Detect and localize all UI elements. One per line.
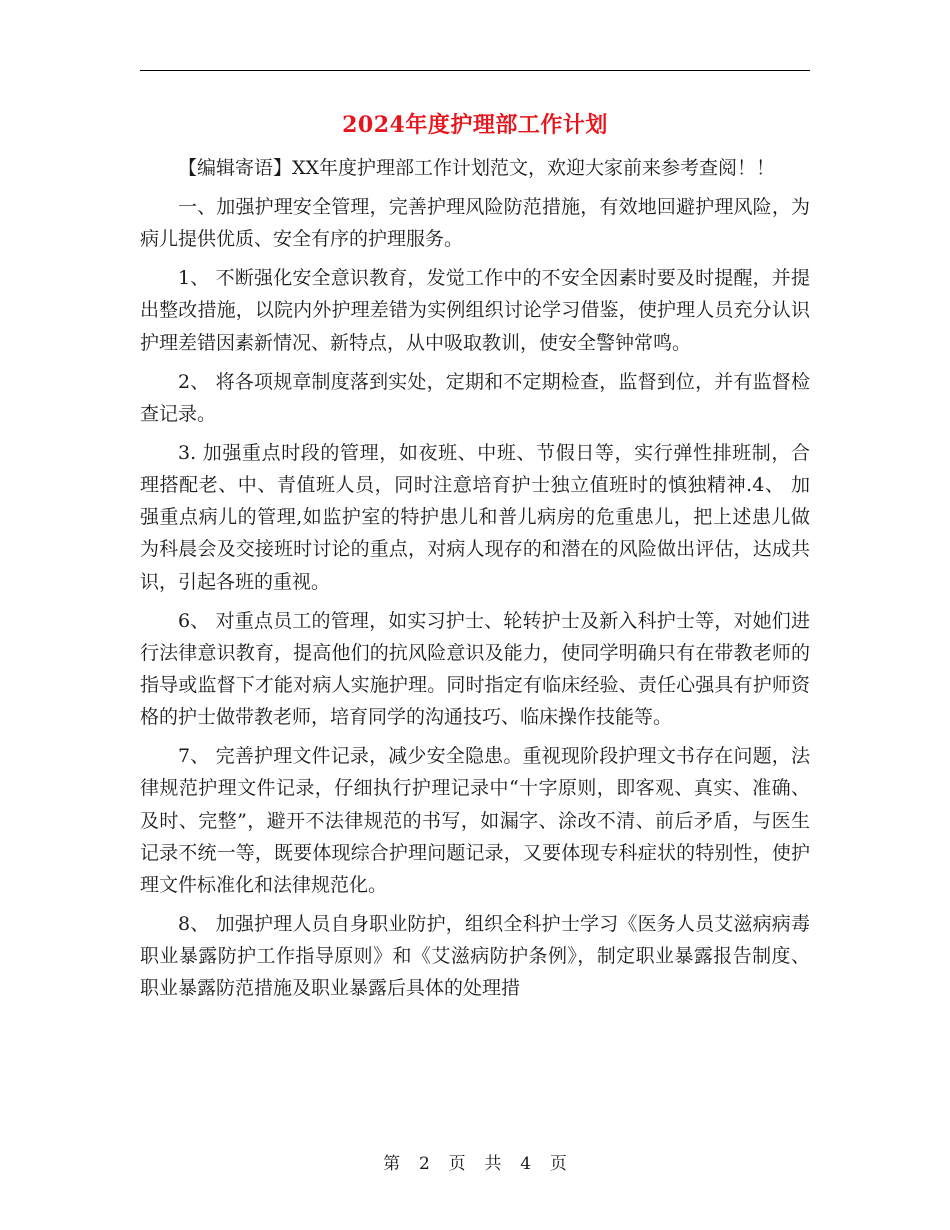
paragraph-item-7: 7、 完善护理文件记录，减少安全隐患。重视现阶段护理文书存在问题，法律规范护理文件记录，仔细执行护理记录中“十字原则，即客观、真实、准确、及时、完整”，避开不法律规范的书写，如漏字、涂改不清、前后矛盾，与医生记录不统一等，既要体现综合护理问题记录，又要体现专科症状的特别性，使护理文件标准化和法律规范化。: [140, 745, 810, 897]
page-footer: [0, 1152, 950, 1176]
header-rule: [140, 70, 810, 71]
document-title: 2024年度护理部工作计划: [342, 112, 608, 138]
page-total: 4: [520, 1154, 532, 1174]
document-body: [140, 152, 810, 1011]
page-current: 2: [418, 1154, 430, 1174]
page-label-mid-a: 页: [448, 1154, 466, 1174]
paragraph-editor-note: 【编辑寄语】XX年度护理部工作计划范文，欢迎大家前来参考查阅！！: [178, 157, 776, 179]
paragraph-section-1: 一、加强护理安全管理，完善护理风险防范措施，有效地回避护理风险，为病儿提供优质、安全有序的护理服务。: [140, 196, 810, 251]
page-label-suffix: 页: [549, 1154, 567, 1174]
paragraph-item-3-4: 3. 加强重点时段的管理，如夜班、中班、节假日等，实行弹性排班制，合理搭配老、中、青值班人员，同时注意培育护士独立值班时的慎独精神.4、 加强重点病儿的管理,如监护室的特护患儿和普儿病房的危重患儿，把上述患儿做为科晨会及交接班时讨论的重点，对病人现存的和潜在的风险做出评估，达成共识，引起各班的重视。: [140, 441, 810, 593]
paragraph-item-2: 2、 将各项规章制度落到实处，定期和不定期检查，监督到位，并有监督检查记录。: [140, 370, 810, 425]
paragraph-item-8: 8、 加强护理人员自身职业防护，组织全科护士学习《医务人员艾滋病病毒职业暴露防护工作指导原则》和《艾滋病防护条例》，制定职业暴露报告制度、职业暴露防范措施及职业暴露后具体的处理措: [140, 913, 810, 1000]
paragraph-item-6: 6、 对重点员工的管理，如实习护士、轮转护士及新入科护士等，对她们进行法律意识教育，提高他们的抗风险意识及能力，使同学明确只有在带教老师的指导或监督下才能对病人实施护理。同时指定有临床经验、责任心强具有护师资格的护士做带教老师，培育同学的沟通技巧、临床操作技能等。: [140, 609, 810, 729]
page-label-prefix: 第: [383, 1154, 401, 1174]
page-label-mid-b: 共: [484, 1154, 502, 1174]
paragraph-item-1: 1、 不断强化安全意识教育，发觉工作中的不安全因素时要及时提醒，并提出整改措施，以院内外护理差错为实例组织讨论学习借鉴，使护理人员充分认识护理差错因素新情况、新特点，从中吸取教训，使安全警钟常鸣。: [140, 267, 810, 354]
